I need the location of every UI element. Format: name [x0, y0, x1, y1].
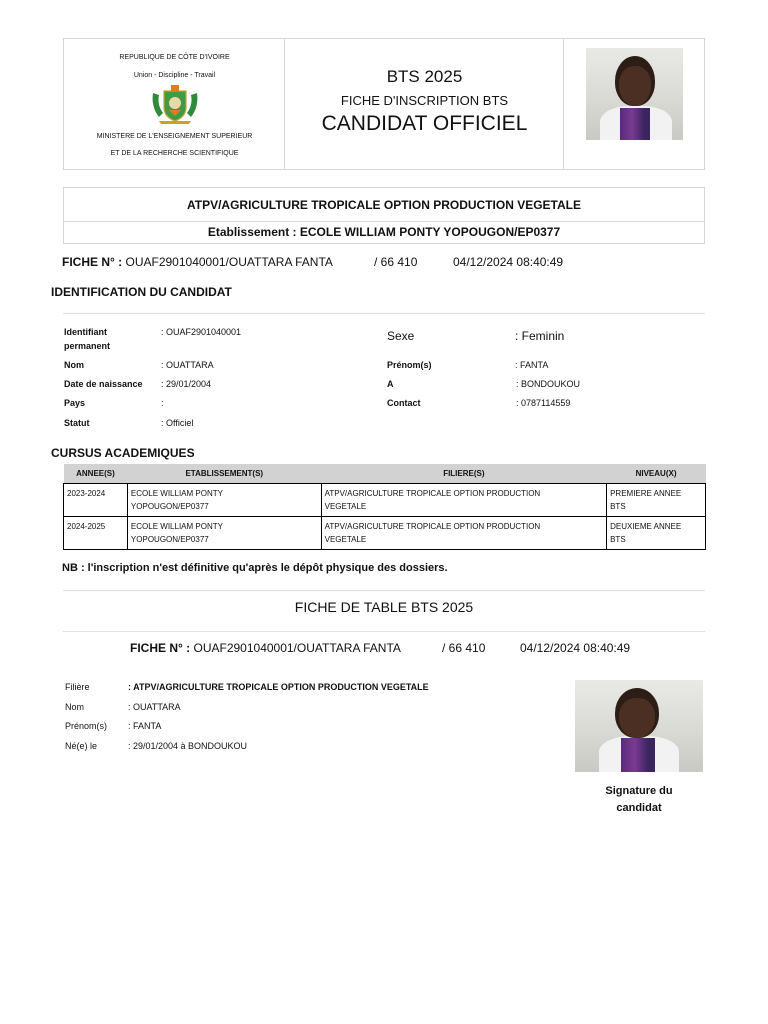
programme-box — [63, 187, 705, 244]
cursus-table — [63, 464, 706, 550]
ft-ne-label: Né(e) le — [65, 741, 98, 751]
divider — [63, 631, 705, 632]
sexe-label: Sexe — [387, 329, 415, 343]
ministry-line-1: MINISTERE DE L'ENSEIGNEMENT SUPERIEUR — [96, 133, 253, 140]
republic-name: REPUBLIQUE DE CÔTE D'IVOIRE — [119, 54, 230, 61]
nom-label: Nom — [64, 360, 84, 370]
divider — [63, 313, 705, 314]
cell-filiere: ATPV/AGRICULTURE TROPICALE OPTION PRODUCTION VEGETALE — [321, 483, 606, 516]
cell-annee: 2024-2025 — [64, 516, 128, 549]
fiche-value-2: OUAF2901040001/OUATTARA FANTA — [193, 641, 401, 655]
candidate-photo-2 — [575, 680, 703, 772]
contact-value: : 0787114559 — [516, 398, 571, 408]
ft-prenom-label: Prénom(s) — [65, 721, 108, 731]
republic-motto: Union - Discipline - Travail — [133, 72, 216, 79]
naissance-label: Date de naissance — [64, 379, 143, 389]
title-block — [285, 39, 564, 169]
fiche-table-title: FICHE DE TABLE BTS 2025 — [294, 599, 474, 615]
header-niveau: NIVEAU(X) — [607, 464, 706, 483]
header-filiere: FILIERE(S) — [321, 464, 606, 483]
photo-block — [564, 39, 704, 169]
nb-note: NB : l'inscription n'est définitive qu'après le dépôt physique des dossiers. — [62, 562, 448, 574]
naissance-value: : 29/01/2004 — [161, 379, 212, 389]
contact-label: Contact — [387, 398, 421, 408]
prenom-value: : FANTA — [515, 360, 549, 370]
sexe-value: : Feminin — [515, 329, 565, 343]
coat-of-arms-icon — [149, 83, 201, 125]
republic-block — [64, 39, 285, 169]
nom-value: : OUATTARA — [161, 360, 214, 370]
programme-filiere: ATPV/AGRICULTURE TROPICALE OPTION PRODUCTION VEGETALE — [64, 188, 704, 222]
ft-prenom-value: : FANTA — [128, 721, 162, 731]
fiche-datetime: 04/12/2024 08:40:49 — [453, 255, 564, 269]
lieu-label: A — [387, 379, 394, 389]
programme-etablissement: Etablissement : ECOLE WILLIAM PONTY YOPOUGON/EP0377 — [207, 225, 561, 239]
cell-niveau: PREMIERE ANNEE BTS — [607, 483, 706, 516]
identifiant-label-1: Identifiant — [64, 327, 107, 337]
ft-ne-value: : 29/01/2004 à BONDOUKOU — [128, 741, 248, 751]
exam-title: BTS 2025 — [386, 67, 463, 86]
fiche-label-2: FICHE N° : — [130, 641, 191, 655]
ft-filiere-value: : ATPV/AGRICULTURE TROPICALE OPTION PRODUCTION VEGETALE — [128, 682, 429, 692]
ft-nom-label: Nom — [65, 702, 85, 712]
cell-etablissement: ECOLE WILLIAM PONTY YOPOUGON/EP0377 — [127, 483, 321, 516]
candidate-photo — [586, 48, 683, 140]
form-title: FICHE D'INSCRIPTION BTS — [340, 93, 509, 108]
cell-filiere: ATPV/AGRICULTURE TROPICALE OPTION PRODUCTION VEGETALE — [321, 516, 606, 549]
statut-value: : Officiel — [161, 418, 194, 428]
lieu-value: : BONDOUKOU — [516, 379, 581, 389]
ministry-line-2: ET DE LA RECHERCHE SCIENTIFIQUE — [110, 150, 239, 157]
statut-label: Statut — [64, 418, 90, 428]
fiche-count-2: / 66 410 — [442, 641, 486, 655]
cell-annee: 2023-2024 — [64, 483, 128, 516]
fiche-value: OUAF2901040001/OUATTARA FANTA — [125, 255, 333, 269]
cell-etablissement: ECOLE WILLIAM PONTY YOPOUGON/EP0377 — [127, 516, 321, 549]
fiche-number-line-2 — [130, 641, 401, 655]
ft-nom-value: : OUATTARA — [128, 702, 181, 712]
pays-value: : — [161, 398, 164, 408]
identifiant-label-2: permanent — [64, 341, 111, 351]
fiche-label: FICHE N° : — [62, 255, 123, 269]
prenom-label: Prénom(s) — [387, 360, 432, 370]
fiche-number-line — [62, 255, 333, 269]
pays-label: Pays — [64, 398, 86, 408]
cursus-title: CURSUS ACADEMIQUES — [51, 446, 195, 460]
fiche-datetime-2: 04/12/2024 08:40:49 — [520, 641, 631, 655]
ft-filiere-label: Filière — [65, 682, 90, 692]
candidate-type: CANDIDAT OFFICIEL — [321, 112, 528, 135]
header-annee: ANNEE(S) — [64, 464, 128, 483]
identification-title: IDENTIFICATION DU CANDIDAT — [51, 285, 232, 299]
table-row — [64, 483, 706, 516]
fiche-count: / 66 410 — [374, 255, 418, 269]
identifiant-value: : OUAF2901040001 — [161, 327, 242, 337]
cell-niveau: DEUXIEME ANNEE BTS — [607, 516, 706, 549]
cursus-header-row — [64, 464, 706, 483]
header-etablissement: ETABLISSEMENT(S) — [127, 464, 321, 483]
header-box — [63, 38, 705, 170]
table-row — [64, 516, 706, 549]
signature-label: Signature du candidat — [605, 785, 673, 814]
divider — [63, 590, 705, 591]
